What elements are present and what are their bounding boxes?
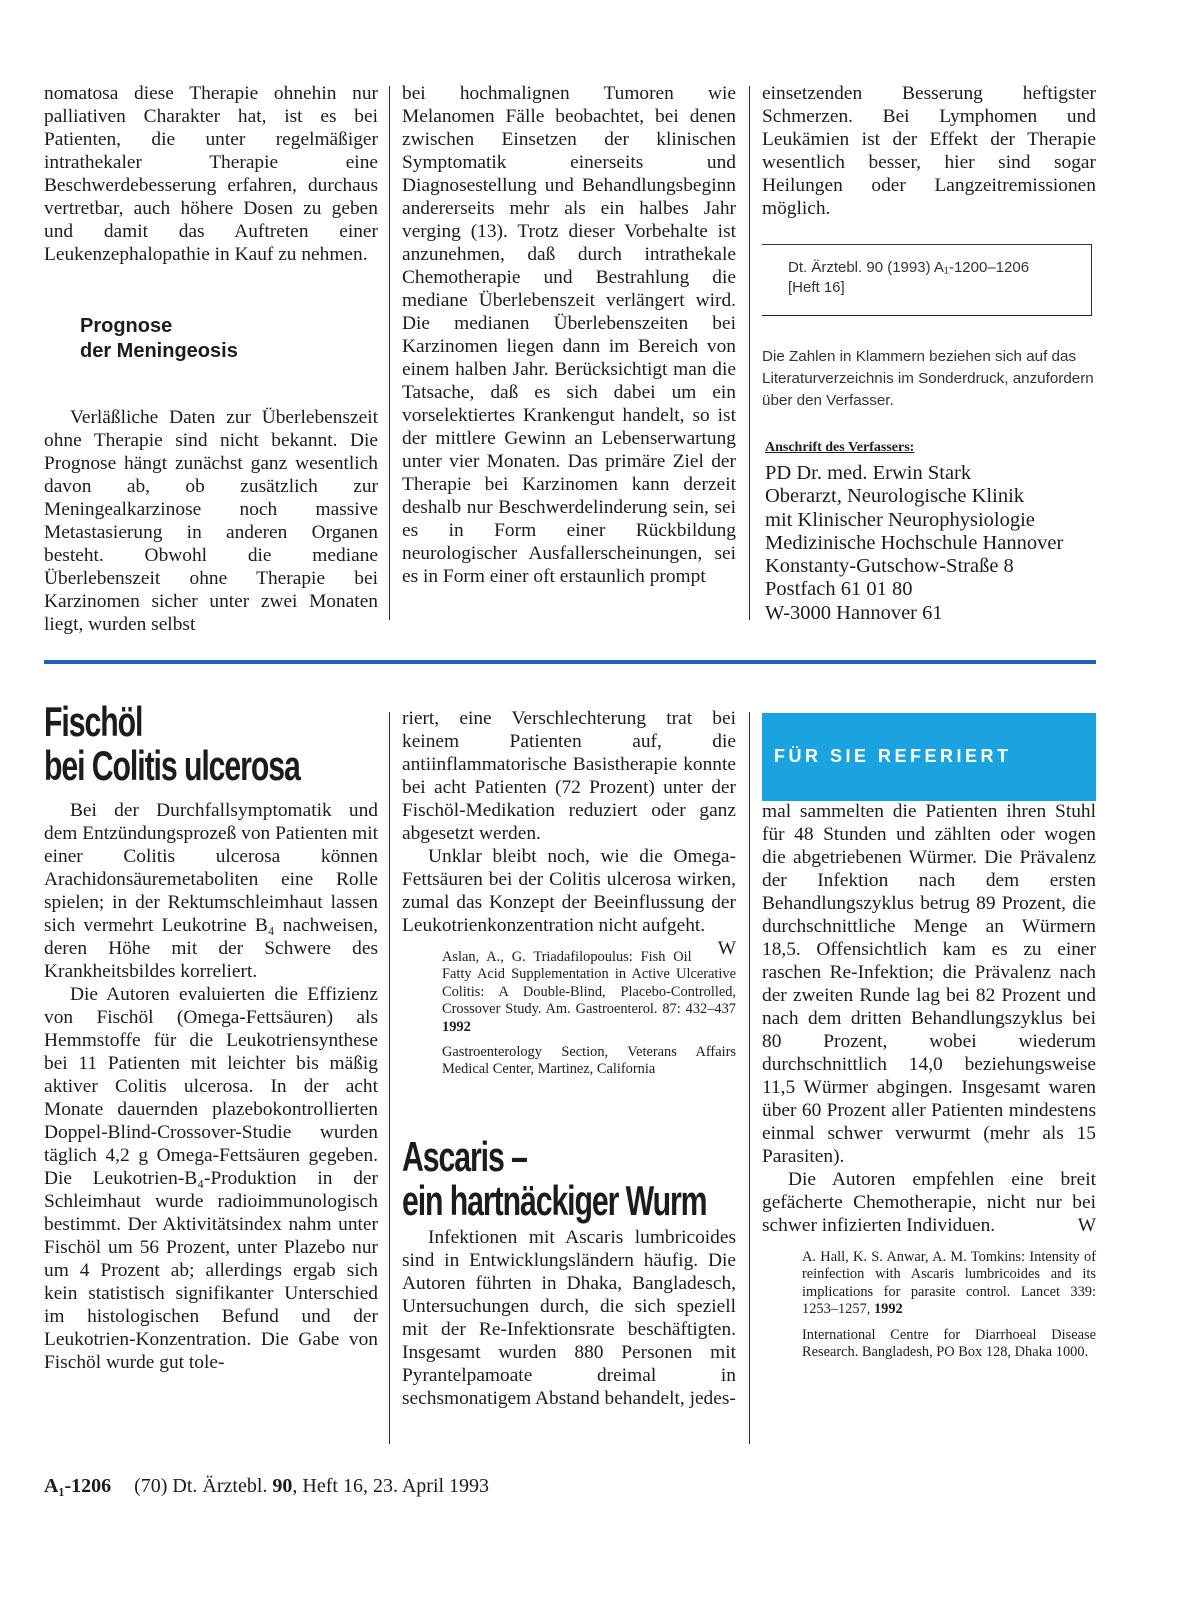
- page-id: A₁-1206: [44, 1475, 112, 1497]
- article1-paragraph-4: Unklar bleibt noch, wie die Omega-Fettsäuren bei der Colitis ulcerosa wirken, zumal das Konzept der Beeinflussung der Leukotrienkonzentration nicht aufgeht. W: [402, 846, 736, 959]
- article1-affiliation: Gastroenterology Section, Veterans Affairs Medical Center, Martinez, California: [442, 1044, 736, 1078]
- author-sign: W: [1077, 1215, 1096, 1236]
- bottom-column-1: [44, 799, 378, 1374]
- title-line-2: bei Colitis ulcerosa: [44, 742, 300, 789]
- article2-paragraph-1: Infektionen mit Ascaris lumbricoides sind in Entwicklungsländern häufig. Die Autoren führten in Dhaka, Bangladesch, Untersuchungen durch, die sich speziell mit der Re-Infektionsrate beschäftigten. Insgesamt wurden 880 Personen mit Pyrantelpamoate dreimal in sechsmonatigem Abstand behandelt, jedes-: [402, 1227, 736, 1409]
- citation-line-2: [Heft 16]: [788, 279, 845, 296]
- top-col1-paragraph: nomatosa diese Therapie ohnehin nur palliativen Charakter hat, ist es bei Patienten, die unter regelmäßiger intrathekaler Therapie eine Beschwerdebesserung erfahren, durchaus vertretbar, auch höhere Dosen zu geben und damit das Auftreten einer Leukenzephalopathie in Kauf zu nehmen.: [44, 83, 378, 265]
- citation-line-1: Dt. Ärztebl. 90 (1993) A₁-1200–1206: [788, 259, 1030, 276]
- column-divider: [389, 712, 390, 1444]
- section-heading: [80, 314, 378, 364]
- article2-reference: A. Hall, K. S. Anwar, A. M. Tomkins: Intensity of reinfection with Ascaris lumbricoides and its implications for parasite control. Lancet 339: 1253–1257, 1992: [802, 1249, 1096, 1318]
- column-divider: [749, 86, 750, 620]
- article-title-fischoel: [44, 700, 300, 788]
- address-line: PD Dr. med. Erwin Stark: [765, 462, 972, 484]
- address-line: mit Klinischer Neurophysiologie: [765, 508, 1035, 531]
- bottom-column-2: [402, 707, 736, 1079]
- journal-suffix: , Heft 16, 23. April 1993: [292, 1475, 490, 1497]
- top-col3-paragraph: einsetzenden Besserung heftigster Schmerzen. Bei Lymphomen und Leukämien ist der Effekt der Therapie wesentlich besser, hier sind sogar Heilungen oder Langzeitremissionen möglich.: [762, 83, 1096, 219]
- address-line: Oberarzt, Neurologische Klinik: [765, 485, 1025, 508]
- article-title-ascaris: [402, 1135, 706, 1223]
- bottom-column-3: [762, 800, 1096, 1361]
- article2-paragraph-3: Die Autoren empfehlen eine breit gefächerte Chemotherapie, nicht nur bei schwer infizierten Individuen. W: [762, 1169, 1096, 1236]
- title-line-1: Fischöl: [44, 698, 143, 745]
- column-divider: [389, 86, 390, 620]
- article1-paragraph-2: Die Autoren evaluierten die Effizienz von Fischöl (Omega-Fettsäuren) als Hemmstoffe für die Leukotriensynthese bei 11 Patienten mit leichter bis mäßig aktiver Colitis ulcerosa. In der acht Monate dauernden plazebokontrollierten Doppel-Blind-Crossover-Studie wurden täglich 4,2 g Omega-Fettsäuren gegeben. Die Leukotrien-B₄-Produktion in der Schleimhaut wurde radioimmunologisch bestimmt. Der Aktivitätsindex nahm unter Fischöl um 56 Prozent, unter Plazebo nur um 4 Prozent ab; allerdings ergab sich kein statistisch signifikanter Unterschied im histologischen Befund und der Leukotrien-Konzentration. Die Gabe von Fischöl wurde gut tole-: [44, 984, 378, 1373]
- column-divider: [749, 712, 750, 1444]
- address-line: W-3000 Hannover 61: [765, 601, 943, 624]
- reference-year: 1992: [873, 1301, 903, 1318]
- article2-affiliation: International Centre for Diarrhoeal Disease Research. Bangladesh, PO Box 128, Dhaka 1000.: [802, 1326, 1096, 1361]
- title-line-2: ein hartnäckiger Wurm: [402, 1177, 707, 1224]
- page-footer: [44, 1475, 489, 1498]
- article1-paragraph-1: Bei der Durchfallsymptomatik und dem Entzündungsprozeß von Patienten mit einer Colitis ulcerosa können Arachidonsäuremetaboliten eine Rolle spielen; in der Rektumschleimhaut lassen sich vermehrt Leukotrine B₄ nachweisen, deren Höhe mit der Schwere des Krankheitsbildes korreliert.: [44, 800, 378, 982]
- top-column-1: [44, 82, 378, 636]
- citation-box: [762, 244, 1092, 316]
- references-note: Die Zahlen in Klammern beziehen sich auf das Literaturverzeichnis im Sonderdruck, anzufordern über den Verfasser.: [762, 348, 1094, 409]
- bottom-column-2-lower: [402, 1226, 736, 1410]
- author-address: [765, 462, 1105, 625]
- article1-reference: Aslan, A., G. Triadafilopoulus: Fish Oil Fatty Acid Supplementation in Active Ulcerative Colitis: A Double-Blind, Placebo-Controlled, Crossover Study. Am. Gastroenterol. 87: 432–437 1992: [442, 949, 736, 1035]
- journal-volume: 90: [272, 1475, 293, 1497]
- top-col2-paragraph: bei hochmalignen Tumoren wie Melanomen Fälle beobachtet, bei denen zwischen Einsetzen der klinischen Symptomatik einerseits und Diagnosestellung und Behandlungsbeginn andererseits mehr als ein halbes Jahr verging (13). Trotz dieser Vorbehalte ist anzunehmen, daß durch intrathekale Chemotherapie und Bestrahlung die mediane Überlebenszeit verlängert wird. Die medianen Überlebenszeiten bei Karzinomen liegen dann im Bereich von einem halben Jahr. Berücksichtigt man die Tatsache, daß es sich dabei um ein vorselektiertes Krankengut handelt, so ist der mittlere Gewinn an Lebenserwartung unter vier Monaten. Das primäre Ziel der Therapie bei Karzinomen kann derzeit deshalb nur Beschwerdelinderung sein, sei es in Form einer Rückbildung neurologischer Ausfallerscheinungen, sei es in Form einer oft erstaunlich prompt: [402, 83, 736, 587]
- article2-paragraph-2: mal sammelten die Patienten ihren Stuhl für 48 Stunden und zählten oder wogen die abgetriebenen Würmer. Die Prävalenz der Infektion nach dem ersten Behandlungszyklus betrug 89 Prozent, die durchschnittliche Menge an Würmern 18,5. Offensichtlich kam es zu einer raschen Re-Infektion; die Prävalenz nach der zweiten Runde lag bei 82 Prozent und nach dem dritten Behandlungszyklus bei 80 Prozent, wobei wiederum durchschnittlich 14,0 beziehungsweise 11,5 Würmer abgingen. Insgesamt waren über 60 Prozent aller Patienten mindestens einmal schwer verwurmt (mehr als 15 Parasiten).: [762, 801, 1096, 1167]
- address-line: Postfach 61 01 80: [765, 578, 913, 601]
- heading-line-2: der Meningeosis: [80, 340, 238, 362]
- author-sign: W: [717, 938, 736, 959]
- category-banner: [762, 713, 1096, 801]
- top-col1-paragraph-2: Verläßliche Daten zur Überlebenszeit ohne Therapie sind nicht bekannt. Die Prognose hängt zunächst ganz wesentlich davon ab, ob zusätzlich zur Meningealkarzinose noch massive Metastasierung in anderen Organen besteht. Obwohl die mediane Überlebenszeit ohne Therapie bei Karzinomen sicher unter zwei Monaten liegt, wurden selbst: [44, 407, 378, 635]
- address-label: Anschrift des Verfassers:: [765, 440, 915, 455]
- address-line: Konstanty-Gutschow-Straße 8: [765, 555, 1014, 578]
- heading-line-1: Prognose: [80, 315, 173, 337]
- title-line-1: Ascaris –: [402, 1133, 527, 1180]
- article1-paragraph-3: riert, eine Verschlechterung trat bei keinem Patienten auf, die antiinflammatorische Basistherapie konnte bei acht Patienten (72 Prozent) unter der Fischöl-Medikation reduziert oder ganz abgesetzt werden.: [402, 708, 736, 844]
- section-divider-rule: [44, 660, 1096, 664]
- banner-label: FÜR SIE REFERIERT: [774, 746, 1012, 766]
- reference-year: 1992: [442, 1018, 471, 1035]
- top-column-3: [762, 82, 1096, 220]
- address-line: Medizinische Hochschule Hannover: [765, 531, 1064, 554]
- top-column-2: [402, 82, 736, 588]
- journal-prefix: (70) Dt. Ärztebl.: [134, 1475, 268, 1497]
